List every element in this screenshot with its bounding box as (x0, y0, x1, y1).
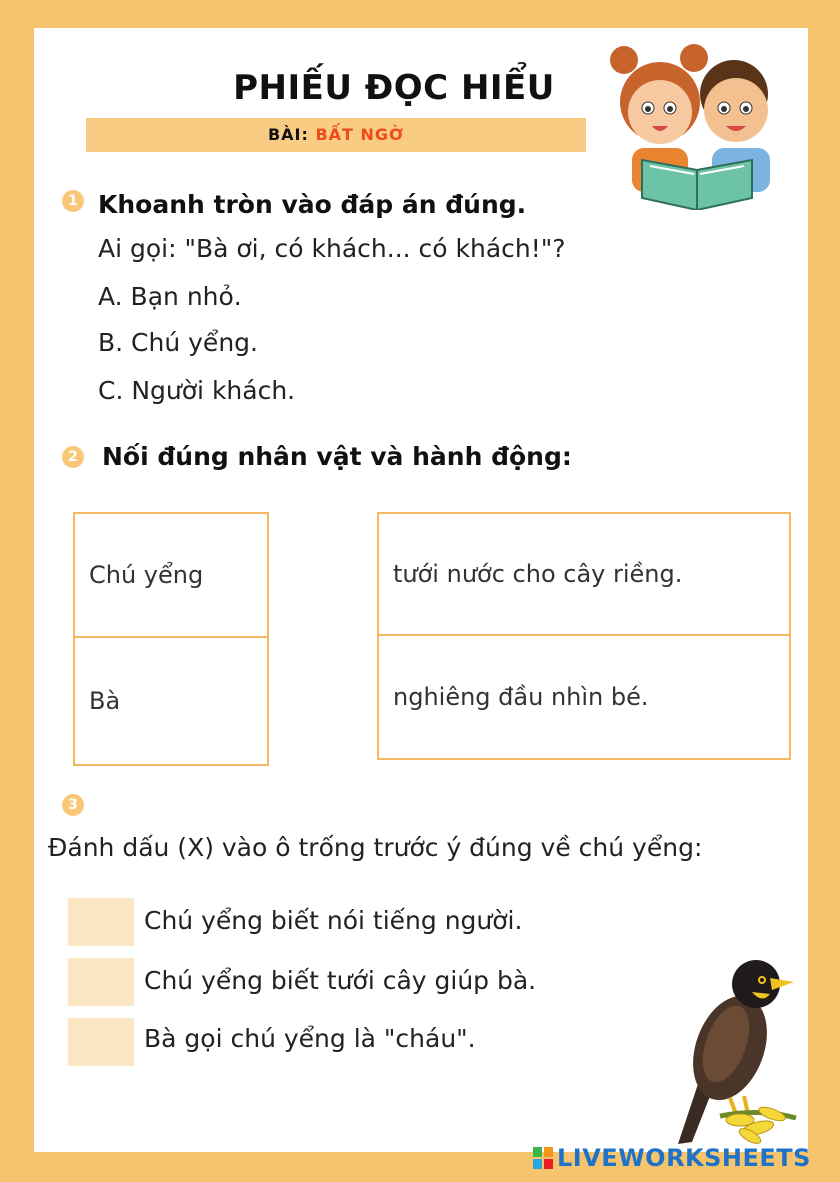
statement-2: Chú yểng biết tưới cây giúp bà. (144, 966, 537, 995)
question-1-option-a[interactable]: A. Bạn nhỏ. (98, 282, 242, 311)
worksheet-page (34, 28, 808, 1152)
statement-1: Chú yểng biết nói tiếng người. (144, 906, 523, 935)
question-3-number-badge: 3 (62, 794, 84, 816)
character-box-2[interactable]: Bà (73, 636, 269, 766)
myna-bird-illustration (670, 948, 800, 1148)
lesson-banner (86, 118, 586, 152)
statement-3: Bà gọi chú yểng là "cháu". (144, 1024, 476, 1053)
children-reading-book-illustration (602, 30, 792, 210)
action-box-2[interactable]: nghiêng đầu nhìn bé. (377, 634, 791, 760)
action-box-1[interactable]: tưới nước cho cây riềng. (377, 512, 791, 636)
liveworksheets-brand[interactable] (533, 1140, 811, 1176)
question-2-number-badge: 2 (62, 446, 84, 468)
question-1-prompt: Ai gọi: "Bà ơi, có khách... có khách!"? (98, 234, 566, 263)
page-title: PHIẾU ĐỌC HIỂU (233, 68, 555, 108)
question-1-heading: Khoanh tròn vào đáp án đúng. (98, 190, 527, 219)
checkbox-3[interactable] (68, 1018, 134, 1066)
lesson-label: BÀI: (267, 125, 309, 144)
liveworksheets-logo-icon (533, 1147, 553, 1169)
question-1-option-b[interactable]: B. Chú yểng. (98, 328, 258, 357)
checkbox-2[interactable] (68, 958, 134, 1006)
checkbox-1[interactable] (68, 898, 134, 946)
question-1-option-c[interactable]: C. Người khách. (98, 376, 296, 405)
liveworksheets-wordmark: LIVEWORKSHEETS (557, 1144, 811, 1172)
character-box-1[interactable]: Chú yểng (73, 512, 269, 638)
question-2-heading: Nối đúng nhân vật và hành động: (102, 442, 572, 471)
lesson-name: BẤT NGỜ (315, 125, 405, 144)
question-1-number-badge: 1 (62, 190, 84, 212)
question-3-prompt: Đánh dấu (X) vào ô trống trước ý đúng về chú yểng: (48, 833, 703, 862)
